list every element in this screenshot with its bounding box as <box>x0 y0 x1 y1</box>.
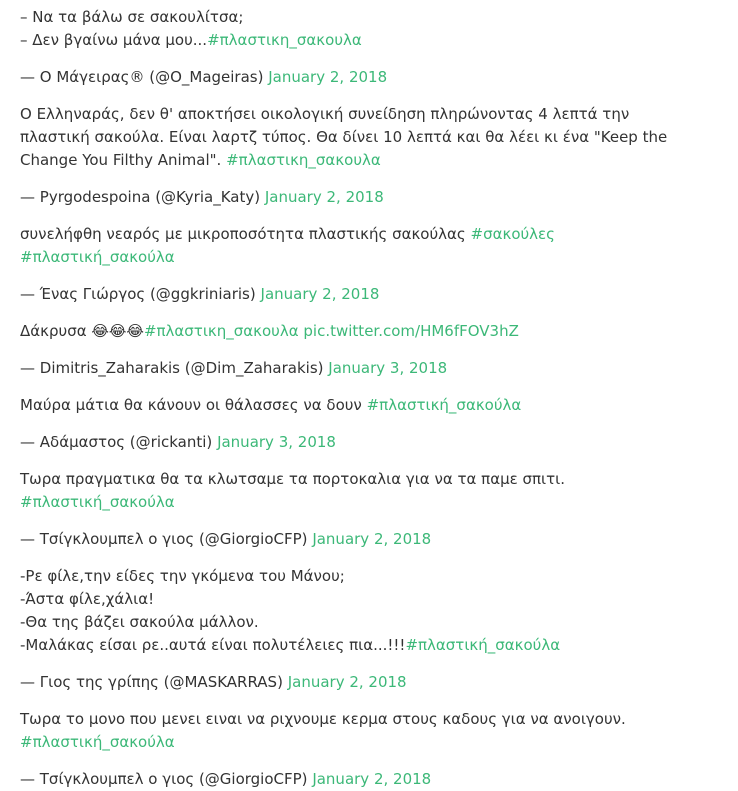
hashtag-link[interactable]: #πλαστική_σακούλα <box>20 248 175 266</box>
tweet-text <box>20 468 700 514</box>
tweet-text <box>20 708 700 754</box>
hashtag-link[interactable]: #πλαστική_σακούλα <box>366 396 522 414</box>
tweet-text <box>20 394 700 417</box>
tweet-body: Τωρα πραγματικα θα τα κλωτσαμε τα πορτοκαλια για να τα παμε σπιτι. <box>20 470 566 488</box>
tweet-line: -Θα της βάζει σακούλα μάλλον. <box>20 613 259 631</box>
tweet-text <box>20 103 700 172</box>
tweet-date-link[interactable]: January 3, 2018 <box>217 433 336 451</box>
tweet-attribution <box>20 768 700 791</box>
tweet-line: -Άστα φίλε,χάλια! <box>20 590 155 608</box>
tweet-author: — Τσίγκλουμπελ ο γιος (@GiorgioCFP) <box>20 530 308 548</box>
tweet-body: συνελήφθη νεαρός με μικροποσότητα πλαστικής σακούλας <box>20 225 466 243</box>
tweet-body: Τωρα το μονο που μενει ειναι να ριχνουμε κερμα στους καδους για να ανοιγουν. <box>20 710 626 728</box>
hashtag-link[interactable]: #πλαστικη_σακουλα <box>226 151 381 169</box>
tweet-author: — Dimitris_Zaharakis (@Dim_Zaharakis) <box>20 359 324 377</box>
tweet-date-link[interactable]: January 2, 2018 <box>312 770 432 788</box>
hashtag-link[interactable]: #σακούλες <box>470 225 555 243</box>
hashtag-link[interactable]: #πλαστικη_σακουλα <box>207 31 362 49</box>
tweet-date-link[interactable]: January 2, 2018 <box>268 68 388 86</box>
tweet-attribution <box>20 528 700 551</box>
tweet-text <box>20 565 700 657</box>
image-link[interactable]: pic.twitter.com/HM6fFOV3hZ <box>303 322 519 340</box>
hashtag-link[interactable]: #πλαστική_σακούλα <box>20 733 175 751</box>
tweet-date-link[interactable]: January 2, 2018 <box>260 285 380 303</box>
tweet-attribution <box>20 186 700 209</box>
tweet-date-link[interactable]: January 2, 2018 <box>287 673 407 691</box>
tweet-attribution <box>20 66 700 89</box>
tweet-author: — Γιος της γρίπης (@MASKARRAS) <box>20 673 283 691</box>
hashtag-link[interactable]: #πλαστική_σακούλα <box>405 636 561 654</box>
tweet-author: — Ένας Γιώργος (@ggkriniaris) <box>20 285 256 303</box>
tweet-attribution <box>20 671 700 694</box>
tweet-attribution <box>20 357 700 380</box>
tweet-line: -Μαλάκας είσαι ρε..αυτά είναι πολυτέλειες πια...!!! <box>20 636 406 654</box>
tweet-text <box>20 6 700 52</box>
tweet-author: — Τσίγκλουμπελ ο γιος (@GiorgioCFP) <box>20 770 308 788</box>
tweet-author: — Ο Μάγειρας® (@O_Mageiras) <box>20 68 264 86</box>
tweet-date-link[interactable]: January 3, 2018 <box>328 359 448 377</box>
tweet-line: – Να τα βάλω σε σακουλίτσα; <box>20 8 244 26</box>
tweet-attribution <box>20 283 700 306</box>
tweet-attribution <box>20 431 700 454</box>
tweet-text <box>20 223 700 269</box>
tweet-date-link[interactable]: January 2, 2018 <box>312 530 432 548</box>
tweet-line: – Δεν βγαίνω μάνα μου... <box>20 31 208 49</box>
tweet-text <box>20 320 700 343</box>
hashtag-link[interactable]: #πλαστική_σακούλα <box>20 493 175 511</box>
tweet-body: Μαύρα μάτια θα κάνουν οι θάλασσες να δουν <box>20 396 362 414</box>
tweet-date-link[interactable]: January 2, 2018 <box>264 188 384 206</box>
tweet-body: Ο Ελληναράς, δεν θ' αποκτήσει οικολογική συνείδηση πληρώνοντας 4 λεπτά την πλαστική σακούλα. Είναι λαρτζ τύπος. Θα δίνει 10 λεπτά και θα λέει κι ένα "Keep the Change You Filthy Animal". <box>20 105 668 169</box>
tweet-body: Δάκρυσα 😂😂😂 <box>20 322 144 340</box>
tweet-author: — Αδάμαστος (@rickanti) <box>20 433 213 451</box>
hashtag-link[interactable]: #πλαστικη_σακουλα <box>143 322 299 340</box>
tweet-author: — Pyrgodespoina (@Kyria_Katy) <box>20 188 261 206</box>
tweet-line: -Ρε φίλε,την είδες την γκόμενα του Μάνου; <box>20 567 345 585</box>
